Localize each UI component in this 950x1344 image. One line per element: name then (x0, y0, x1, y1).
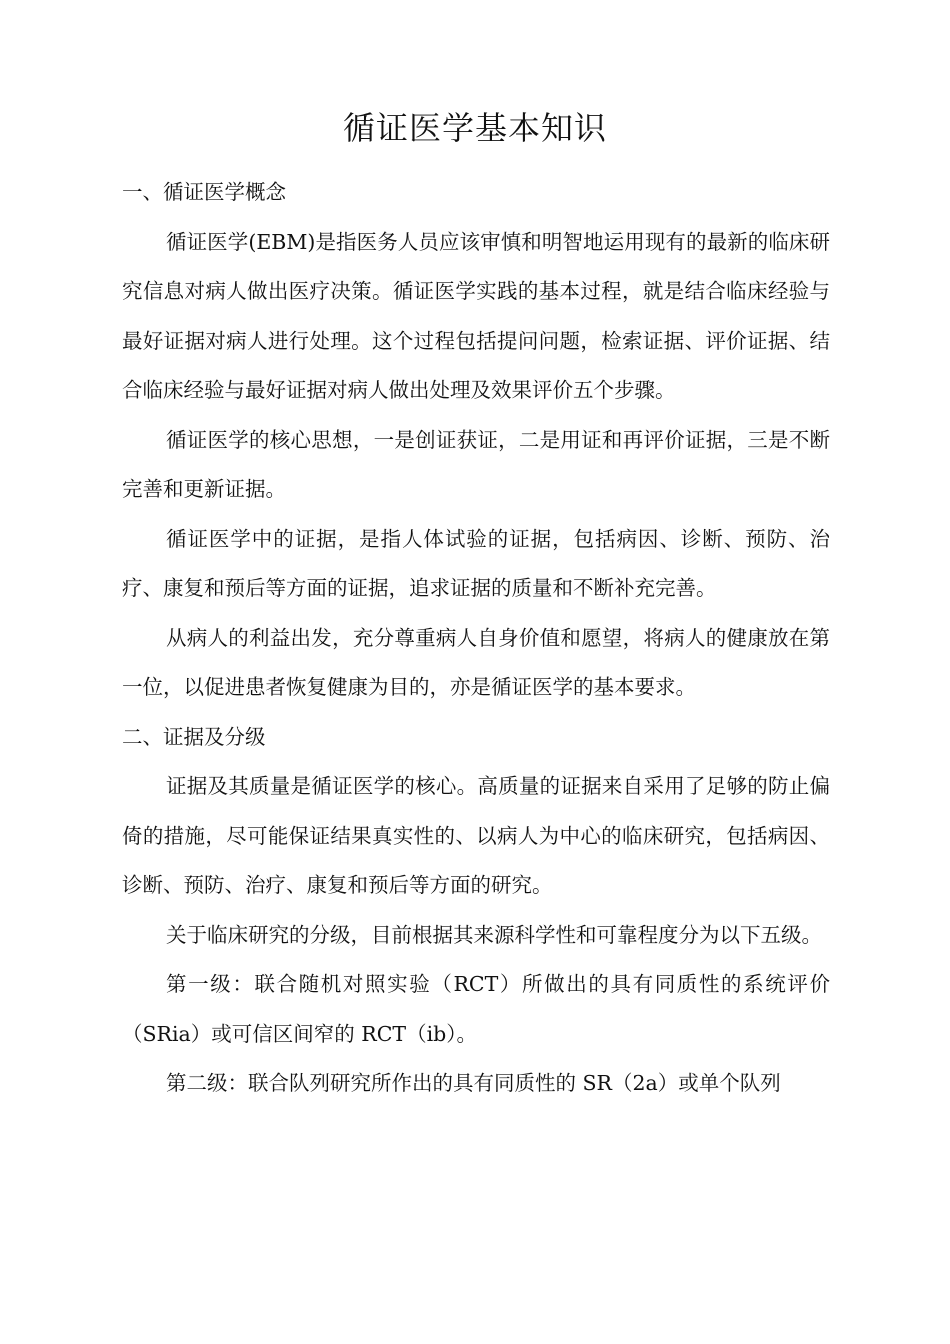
paragraph-level-one: 第一级：联合随机对照实验（RCT）所做出的具有同质性的系统评价（SRia）或可信区间窄的 RCT（ib）。 (122, 972, 830, 1046)
document-title: 循证医学基本知识 (342, 109, 607, 147)
document-body (122, 168, 830, 1109)
section-heading-concept: 一、循证医学概念 (122, 180, 286, 204)
paragraph-grading-intro: 关于临床研究的分级，目前根据其来源科学性和可靠程度分为以下五级。 (166, 922, 822, 947)
section-heading-evidence-grading: 二、证据及分级 (122, 724, 266, 749)
paragraph-ebm-definition: 循证医学(EBM)是指医务人员应该审慎和明智地运用现有的最新的临床研究信息对病人做出医疗决策。循证医学实践的基本过程，就是结合临床经验与最好证据对病人进行处理。这个过程包括提问问题，检索证据、评价证据、结合临床经验与最好证据对病人做出处理及效果评价五个步骤。 (122, 229, 830, 402)
paragraph-basic-requirement: 从病人的利益出发，充分尊重病人自身价值和愿望，将病人的健康放在第一位，以促进患者恢复健康为目的，亦是循证医学的基本要求。 (122, 625, 830, 699)
paragraph-evidence-quality: 证据及其质量是循证医学的核心。高质量的证据来自采用了足够的防止偏倚的措施，尽可能保证结果真实性的、以病人为中心的临床研究，包括病因、诊断、预防、治疗、康复和预后等方面的研究。 (122, 774, 830, 897)
paragraph-core-idea: 循证医学的核心思想，一是创证获证，二是用证和再评价证据，三是不断完善和更新证据。 (122, 427, 830, 501)
paragraph-evidence-meaning: 循证医学中的证据，是指人体试验的证据，包括病因、诊断、预防、治疗、康复和预后等方面的证据，追求证据的质量和不断补充完善。 (122, 526, 830, 600)
paragraph-level-two: 第二级：联合队列研究所作出的具有同质性的 SR（2a）或单个队列 (166, 1071, 781, 1095)
